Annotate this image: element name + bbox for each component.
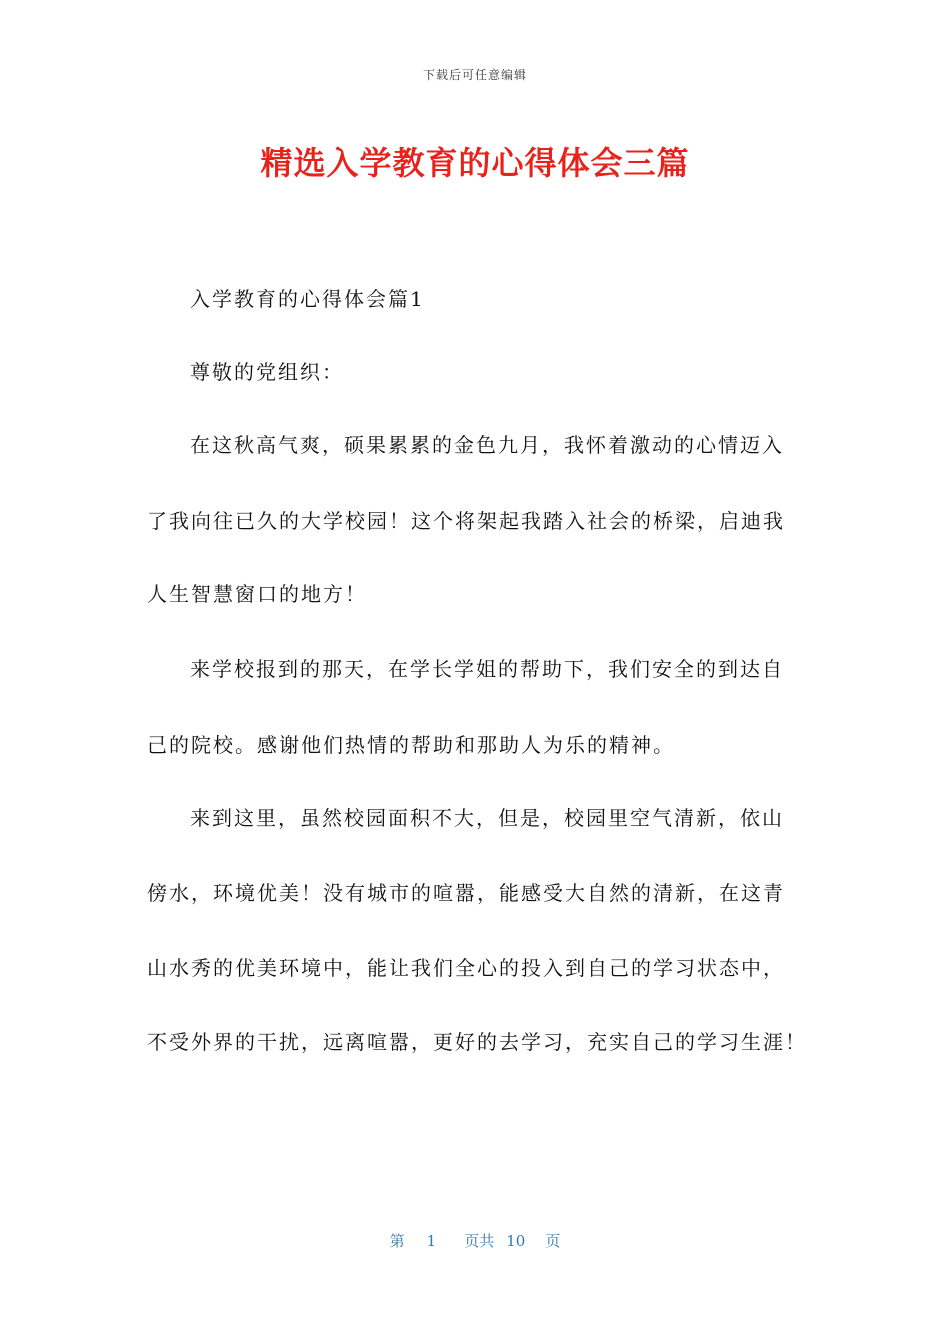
page-total-number: 10 [506,1232,526,1250]
paragraph-line: 人生智慧窗口的地方！ [147,582,367,606]
page-current-number: 1 [426,1232,437,1250]
paragraph-line: 在这秋高气爽，硕果累累的金色九月，我怀着激动的心情迈入 [190,433,784,457]
page-footer [0,1230,950,1251]
page-suffix: 页 [545,1232,561,1250]
paragraph-line: 己的院校。感谢他们热情的帮助和那助人为乐的精神。 [147,733,675,757]
page-middle: 页共 [464,1232,495,1250]
paragraph-line: 了我向往已久的大学校园！这个将架起我踏入社会的桥梁，启迪我 [147,509,785,533]
document-title: 精选入学教育的心得体会三篇 [260,144,690,182]
salutation: 尊敬的党组织： [190,360,344,384]
page-prefix: 第 [389,1232,405,1250]
paragraph-line: 来到这里，虽然校园面积不大，但是，校园里空气清新，依山 [190,806,784,830]
header-note: 下载后可任意编辑 [422,68,527,82]
paragraph-line: 山水秀的优美环境中，能让我们全心的投入到自己的学习状态中， [147,956,785,980]
paragraph-line: 不受外界的干扰，远离喧嚣，更好的去学习，充实自己的学习生涯！ [147,1030,807,1054]
paragraph-line: 来学校报到的那天，在学长学姐的帮助下，我们安全的到达自 [190,657,784,681]
paragraph-line: 傍水，环境优美！没有城市的喧嚣，能感受大自然的清新，在这青 [147,881,785,905]
section-heading: 入学教育的心得体会篇1 [190,287,425,311]
